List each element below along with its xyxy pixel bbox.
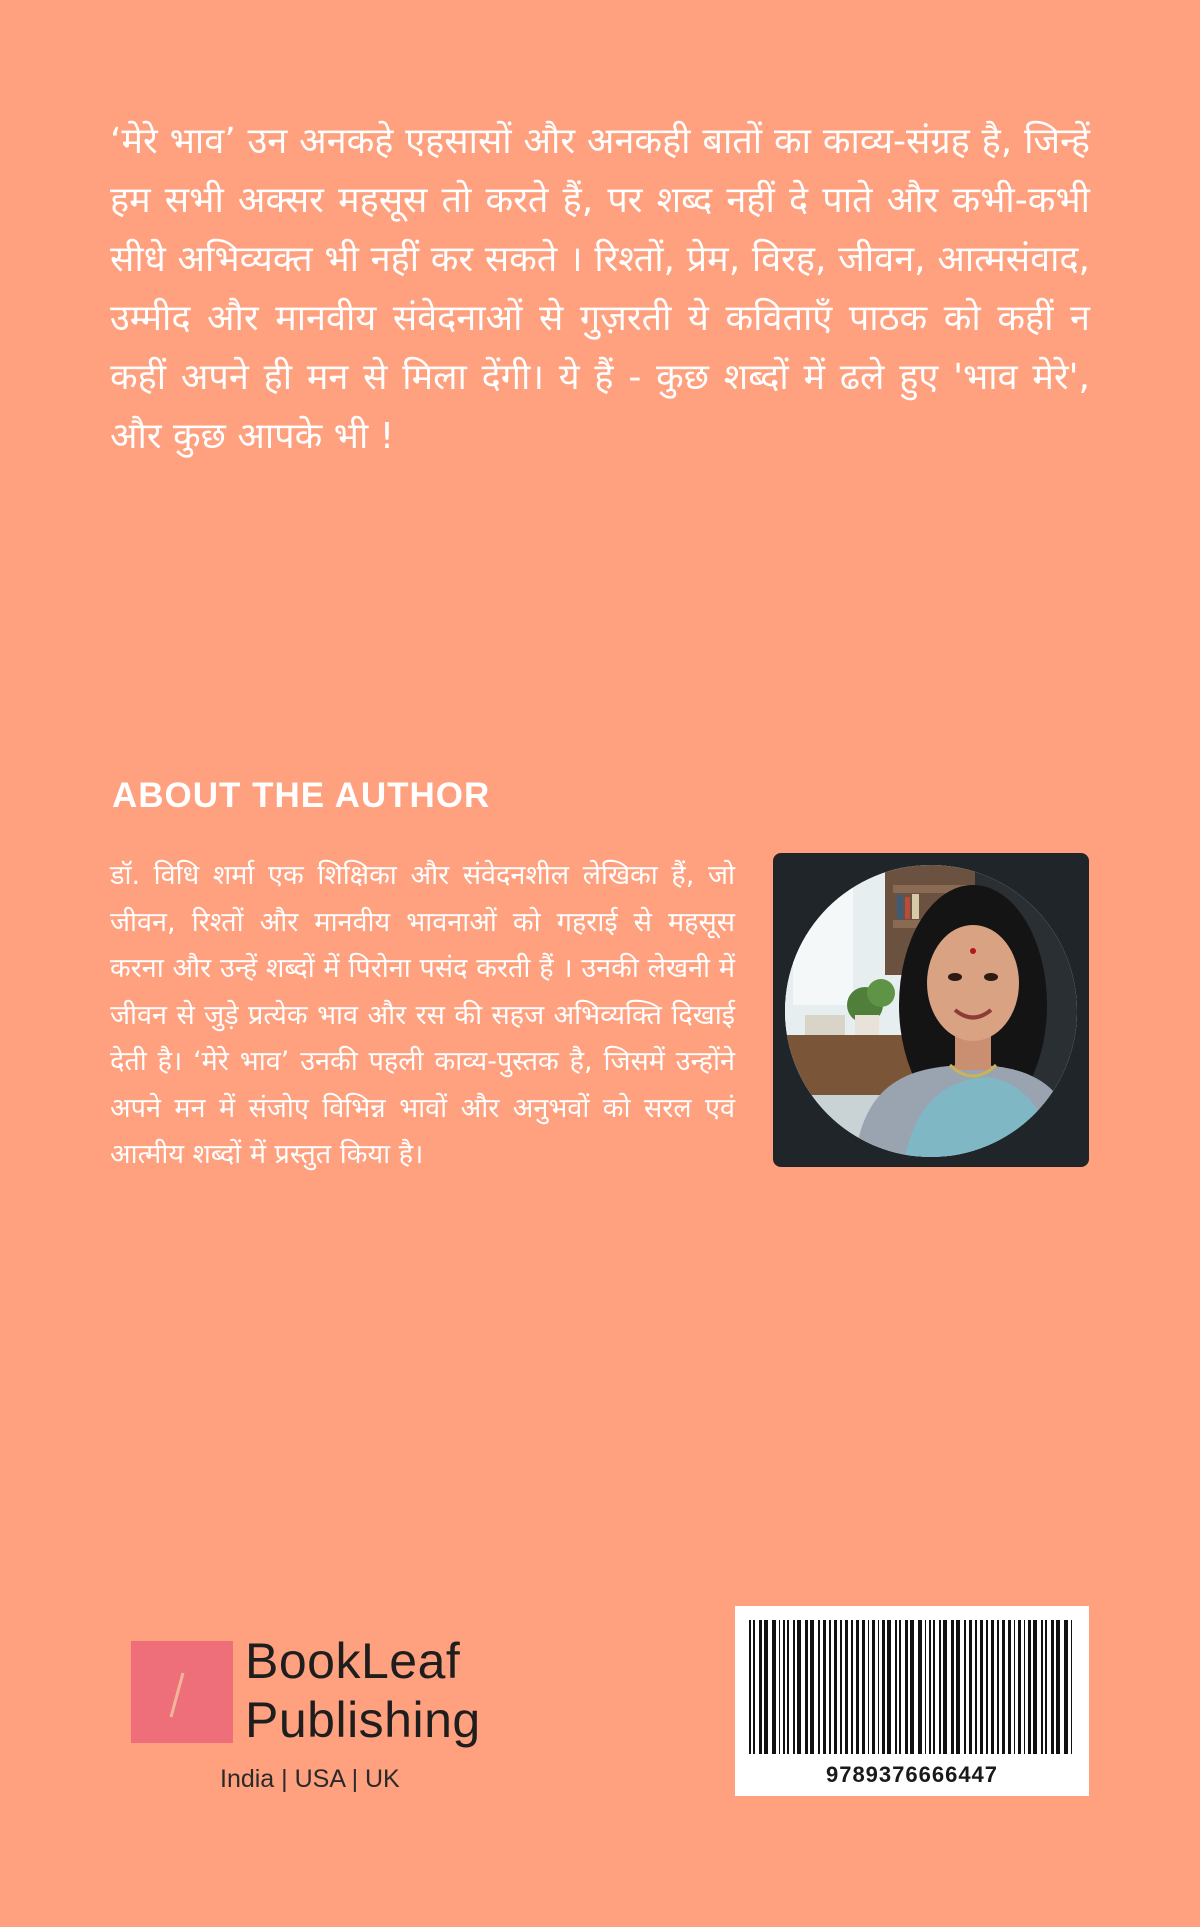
barcode-bar: [764, 1620, 768, 1754]
barcode-bars: [749, 1620, 1075, 1754]
barcode-bar: [1014, 1620, 1015, 1754]
barcode-bar: [840, 1620, 842, 1754]
barcode-bar: [1051, 1620, 1054, 1754]
barcode-bar: [759, 1620, 762, 1754]
barcode-bar: [882, 1620, 885, 1754]
barcode-bar: [1002, 1620, 1005, 1754]
barcode-bar: [980, 1620, 983, 1754]
barcode-bar: [1024, 1620, 1025, 1754]
barcode-bar: [872, 1620, 875, 1754]
barcode-bar: [1064, 1620, 1068, 1754]
barcode-bar: [856, 1620, 859, 1754]
barcode-bar: [783, 1620, 785, 1754]
barcode-bar: [975, 1620, 977, 1754]
barcode-bar: [910, 1620, 914, 1754]
barcode-bar: [956, 1620, 960, 1754]
publisher-name-line1: BookLeaf: [245, 1633, 461, 1689]
barcode-bar: [1008, 1620, 1011, 1754]
publisher-regions: India | USA | UK: [220, 1765, 400, 1793]
barcode-bar: [862, 1620, 865, 1754]
barcode-bar: [818, 1620, 820, 1754]
isbn-number: 9789376666447: [825, 1762, 999, 1787]
barcode-bar: [918, 1620, 922, 1754]
barcode-bar: [797, 1620, 801, 1754]
publisher-name-line2: Publishing: [245, 1692, 481, 1748]
barcode-bar: [887, 1620, 891, 1754]
barcode-bar: [895, 1620, 897, 1754]
barcode-bar: [805, 1620, 808, 1754]
barcode-bar: [878, 1620, 879, 1754]
barcode-bar: [929, 1620, 931, 1754]
barcode-bar: [951, 1620, 954, 1754]
barcode-bar: [829, 1620, 831, 1754]
bookleaf-logo-mark: [131, 1641, 233, 1743]
barcode-bar: [772, 1620, 776, 1754]
book-blurb: ‘मेरे भाव’ उन अनकहे एहसासों और अनकही बातों का काव्य-संग्रह है, जिन्हें हम सभी अक्सर महसूस तो करते हैं, पर शब्द नहीं दे पाते और कभी-कभी सीधे अभिव्यक्त भी नहीं कर सकते । रिश्तों, प्रेम, विरह, जीवन, आत्मसंवाद, उम्मीद और मानवीय संवेदनाओं से गुज़रती ये कविताएँ पाठक को कहीं न कहीं अपने ही मन से मिला देंगी। ये हैं - कुछ शब्दों में ढले हुए 'भाव मेरे', और कुछ आपके भी !: [110, 121, 1090, 457]
barcode-bar: [939, 1620, 941, 1754]
barcode-bar: [1028, 1620, 1031, 1754]
barcode-bar: [933, 1620, 935, 1754]
barcode-bar: [943, 1620, 947, 1754]
barcode-bar: [810, 1620, 814, 1754]
barcode-bar: [793, 1620, 795, 1754]
barcode-bar: [749, 1620, 751, 1754]
barcode-bar: [834, 1620, 837, 1754]
barcode-bar: [779, 1620, 780, 1754]
barcode-bar: [868, 1620, 869, 1754]
barcode-bar: [851, 1620, 853, 1754]
barcode-bar: [1045, 1620, 1047, 1754]
author-photo: [785, 865, 1077, 1157]
barcode-bar: [753, 1620, 755, 1754]
barcode-bar: [991, 1620, 994, 1754]
barcode-bar: [845, 1620, 848, 1754]
barcode-bar: [1041, 1620, 1043, 1754]
author-photo-frame: [773, 853, 1089, 1167]
barcode-bar: [1056, 1620, 1060, 1754]
barcode-bar: [925, 1620, 926, 1754]
barcode-bar: [964, 1620, 966, 1754]
barcode-bar: [905, 1620, 908, 1754]
barcode-bar: [1018, 1620, 1021, 1754]
isbn-barcode: [735, 1606, 1089, 1796]
barcode-bar: [969, 1620, 972, 1754]
barcode-bar: [997, 1620, 999, 1754]
barcode-bar: [1033, 1620, 1037, 1754]
about-author-heading: ABOUT THE AUTHOR: [112, 776, 491, 815]
barcode-bar: [823, 1620, 826, 1754]
barcode-bar: [1071, 1620, 1072, 1754]
barcode-bar: [899, 1620, 901, 1754]
barcode-bar: [787, 1620, 789, 1754]
barcode-bar: [986, 1620, 988, 1754]
author-bio: डॉ. विधि शर्मा एक शिक्षिका और संवेदनशील लेखिका हैं, जो जीवन, रिश्तों और मानवीय भावनाओं को गहराई से महसूस करना और उन्हें शब्दों में पिरोना पसंद करती हैं । उनकी लेखनी में जीवन से जुड़े प्रत्येक भाव और रस की सहज अभिव्यक्ति दिखाई देती है। ‘मेरे भाव’ उनकी पहली काव्य-पुस्तक है, जिसमें उन्होंने अपने मन में संजोए विभिन्न भावों और अनुभवों को सरल एवं आत्मीय शब्दों में प्रस्तुत किया है।: [110, 860, 735, 1170]
